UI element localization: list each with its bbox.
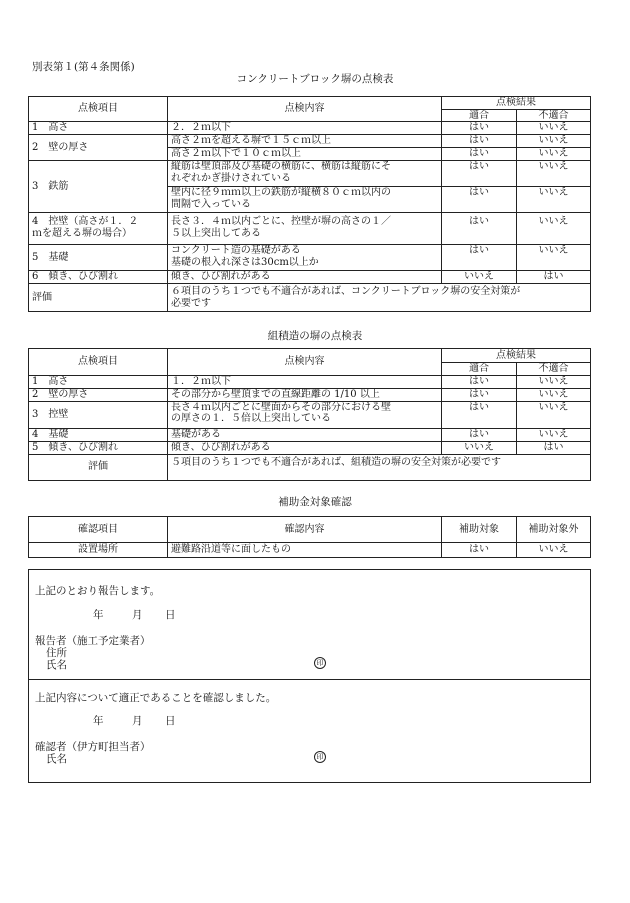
item-cell: 5 傾き、ひび割れ <box>29 441 168 454</box>
col-header-ng: 不適合 <box>517 363 591 376</box>
col-header-item: 点検項目 <box>29 349 168 376</box>
table-row <box>29 161 591 187</box>
confirm-date-month[interactable]: 月 <box>132 715 143 727</box>
ok-option[interactable]: はい <box>442 122 517 135</box>
table-row <box>29 388 591 401</box>
ng-option[interactable]: はい <box>517 271 591 284</box>
table-row <box>29 428 591 441</box>
col-header-ok: 適合 <box>442 109 517 122</box>
ng-option[interactable]: いいえ <box>517 401 591 428</box>
ng-option[interactable]: いいえ <box>517 161 591 187</box>
masonry-inspection-table <box>28 348 591 481</box>
item-cell: 6 傾き、ひび割れ <box>29 271 168 284</box>
item-cell: 4 基礎 <box>29 428 168 441</box>
item-cell: 3 鉄筋 <box>29 161 168 213</box>
table-row <box>29 441 591 454</box>
content-cell: コンクリート造の基礎がある 基礎の根入れ深さは30cm以上か <box>168 245 442 271</box>
item-cell: 1 高さ <box>29 375 168 388</box>
ng-option[interactable]: いいえ <box>517 187 591 213</box>
report-date-month[interactable]: 月 <box>132 609 143 621</box>
ok-option[interactable]: はい <box>442 148 517 161</box>
table-row <box>29 213 591 245</box>
reporter-name-label: 氏名 <box>46 659 67 671</box>
evaluation-row <box>29 284 591 312</box>
table-row <box>29 375 591 388</box>
ok-option[interactable]: はい <box>442 245 517 271</box>
confirm-date-day[interactable]: 日 <box>165 715 176 727</box>
ok-option[interactable]: はい <box>442 401 517 428</box>
evaluation-label: 評価 <box>29 454 168 480</box>
not-eligible-option[interactable]: いいえ <box>517 543 591 558</box>
col-header-item: 点検項目 <box>29 97 168 122</box>
content-cell: 高さ２ｍを超える塀で１５ｃｍ以上 <box>168 135 442 148</box>
col-header-ng: 不適合 <box>517 109 591 122</box>
masonry-table-title: 組積造の塀の点検表 <box>267 330 363 342</box>
ng-option[interactable]: はい <box>517 441 591 454</box>
content-cell: 長さ４ｍ以内ごとに壁面からその部分における壁 の厚さの１．５倍以上突出している <box>168 401 442 428</box>
ok-option[interactable]: はい <box>442 187 517 213</box>
col-header-content: 点検内容 <box>168 97 442 122</box>
ok-option[interactable]: はい <box>442 388 517 401</box>
content-cell: 傾き、ひび割れがある <box>168 441 442 454</box>
content-cell: 傾き、ひび割れがある <box>168 271 442 284</box>
content-cell: その部分から壁頂までの直線距離の 1/10 以上 <box>168 388 442 401</box>
report-date-day[interactable]: 日 <box>165 609 176 621</box>
table-row <box>29 271 591 284</box>
ng-option[interactable]: いいえ <box>517 428 591 441</box>
ok-option[interactable]: はい <box>442 213 517 245</box>
item-cell: 3 控壁 <box>29 401 168 428</box>
ok-option[interactable]: はい <box>442 428 517 441</box>
ok-option[interactable]: いいえ <box>442 441 517 454</box>
content-cell: ２．２ｍ以下 <box>168 122 442 135</box>
subsidy-table-title: 補助金対象確認 <box>278 496 352 508</box>
content-cell: 高さ２ｍ以下で１０ｃｍ以上 <box>168 148 442 161</box>
reporter-label: 報告者（施工予定業者） <box>35 635 151 647</box>
col-header-not-eligible: 補助対象外 <box>517 517 591 543</box>
ok-option[interactable]: はい <box>442 375 517 388</box>
ok-option[interactable]: はい <box>442 161 517 187</box>
table-row <box>29 543 591 558</box>
evaluation-label: 評価 <box>29 284 168 312</box>
col-header-check-item: 確認項目 <box>29 517 168 543</box>
col-header-result: 点検結果 <box>442 349 591 363</box>
item-cell: 2 壁の厚さ <box>29 388 168 401</box>
evaluation-text: ６項目のうち１つでも不適合があれば、コンクリートブロック塀の安全対策が 必要です <box>168 284 591 312</box>
col-header-eligible: 補助対象 <box>442 517 517 543</box>
ng-option[interactable]: いいえ <box>517 148 591 161</box>
subsidy-table <box>28 516 591 558</box>
item-cell: 4 控壁（高さが１．２ ｍを超える塀の場合） <box>29 213 168 245</box>
content-cell: １．２ｍ以下 <box>168 375 442 388</box>
block-inspection-table <box>28 96 591 312</box>
table-row <box>29 122 591 135</box>
report-date-year[interactable]: 年 <box>93 609 104 621</box>
col-header-result: 点検結果 <box>442 97 591 110</box>
report-statement: 上記のとおり報告します。 <box>35 585 161 597</box>
evaluation-text: ５項目のうち１つでも不適合があれば、組積造の塀の安全対策が必要です <box>168 454 591 480</box>
ng-option[interactable]: いいえ <box>517 245 591 271</box>
block-table-title: コンクリートブロック塀の点検表 <box>236 73 394 85</box>
confirmer-seal-icon: 印 <box>314 751 326 763</box>
item-cell: 1 高さ <box>29 122 168 135</box>
content-cell: 基礎がある <box>168 428 442 441</box>
item-cell: 5 基礎 <box>29 245 168 271</box>
ok-option[interactable]: いいえ <box>442 271 517 284</box>
confirm-date-year[interactable]: 年 <box>93 715 104 727</box>
ng-option[interactable]: いいえ <box>517 122 591 135</box>
content-cell: 壁内に径９ｍｍ以上の鉄筋が縦横８０ｃｍ以内の 間隔で入っている <box>168 187 442 213</box>
form-header: 別表第１(第４条関係) <box>32 61 135 73</box>
item-cell: 2 壁の厚さ <box>29 135 168 161</box>
ok-option[interactable]: はい <box>442 135 517 148</box>
table-row <box>29 401 591 428</box>
ng-option[interactable]: いいえ <box>517 213 591 245</box>
reporter-address-label: 住所 <box>46 647 67 659</box>
col-header-check-content: 確認内容 <box>168 517 442 543</box>
item-cell: 設置場所 <box>29 543 168 558</box>
content-cell: 縦筋は壁頂部及び基礎の横筋に、横筋は縦筋にそ れぞれかぎ掛けされている <box>168 161 442 187</box>
content-cell: 長さ３．４ｍ以内ごとに、控壁が塀の高さの１／ ５以上突出してある <box>168 213 442 245</box>
col-header-content: 点検内容 <box>168 349 442 376</box>
evaluation-row <box>29 454 591 480</box>
eligible-option[interactable]: はい <box>442 543 517 558</box>
ng-option[interactable]: いいえ <box>517 135 591 148</box>
confirmer-name-label: 氏名 <box>46 753 67 765</box>
table-row <box>29 135 591 148</box>
box-divider <box>28 679 590 680</box>
table-row <box>29 245 591 271</box>
col-header-ok: 適合 <box>442 363 517 376</box>
confirm-statement: 上記内容について適正であることを確認しました。 <box>35 692 277 704</box>
ng-option[interactable]: いいえ <box>517 375 591 388</box>
reporter-seal-icon: 印 <box>314 657 326 669</box>
ng-option[interactable]: いいえ <box>517 388 591 401</box>
confirmer-label: 確認者（伊方町担当者） <box>35 741 151 753</box>
content-cell: 避難路沿道等に面したもの <box>168 543 442 558</box>
